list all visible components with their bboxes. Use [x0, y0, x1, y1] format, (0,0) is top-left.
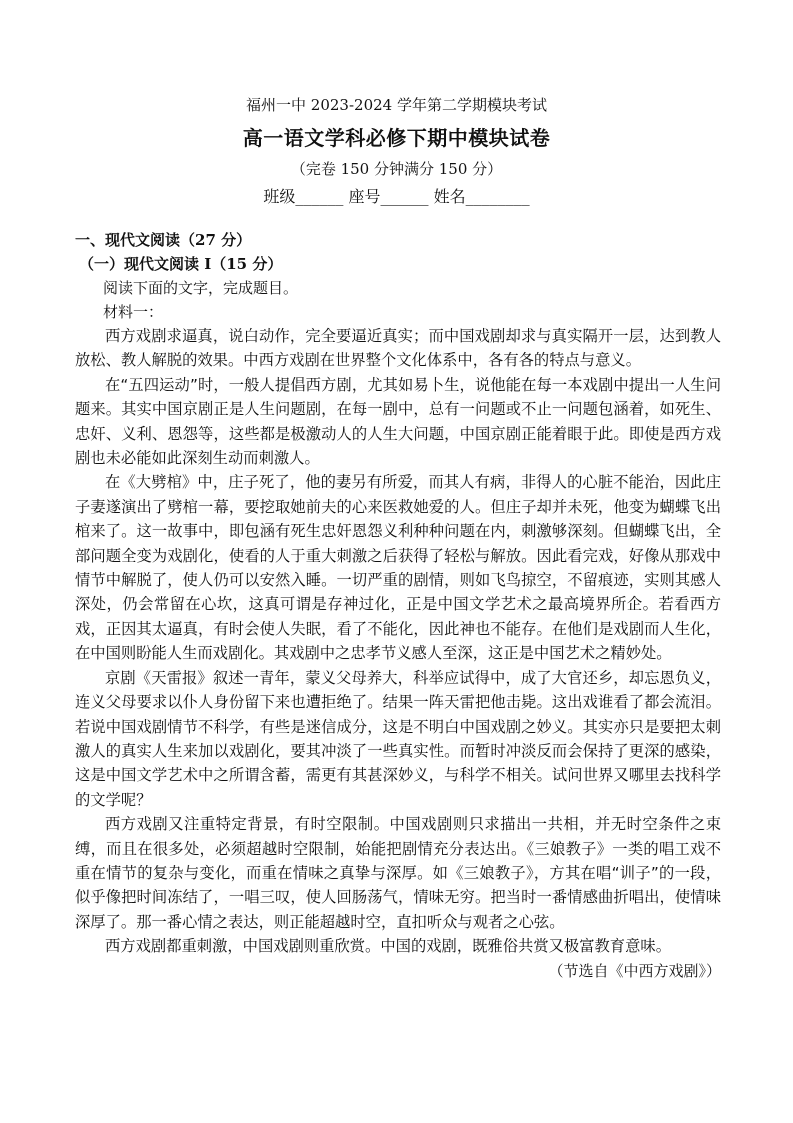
reading-instruction: 阅读下面的文字，完成题目。	[103, 279, 299, 297]
paragraph-4: 京剧《天雷报》叙述一青年，蒙义父母养大，科举应试得中，成了大官还乡，却忘恩负义，连义父母要求以仆人身份留下来也遭拒绝了。结果一阵天雷把他击毙。这出戏谁看了都会流泪。若说中国戏剧情节不科学，有些是迷信成分，这是不明白中国戏剧之妙义。其实亦只是要把太刺激人的真实人生来加以戏剧化，要其冲淡了一些真实性。而暂时冲淡反而会保持了更深的感染，这是中国文学艺术中之所谓含蓄，需更有其甚深妙义，与科学不相关。试问世界又哪里去找科学的文学呢？	[75, 668, 721, 809]
paragraph-6: 西方戏剧都重刺激，中国戏剧则重欣赏。中国的戏剧，既雅俗共赏又极富教育意味。	[105, 937, 671, 956]
source-citation: （节选自《中西方戏剧》）	[548, 961, 721, 980]
material-label: 材料一：	[103, 303, 164, 321]
exam-info: （完卷 150 分钟满分 150 分）	[290, 160, 503, 178]
exam-title: 高一语文学科必修下期中模块试卷	[242, 126, 551, 150]
paragraph-2: 在“五四运动”时，一般人提倡西方剧，尤其如易卜生，说他能在每一本戏剧中提出一人生问题来。其实中国京剧正是人生问题剧，在每一剧中，总有一问题或不止一问题包涵着，如死生、忠奸、义利、恩怨等，这些都是极激动人的人生大问题，中国京剧正能着眼于此。即使是西方戏剧也未必能如此深刻生动而刺激人。	[75, 375, 721, 468]
paragraph-1: 西方戏剧求逼真，说白动作，完全要逼近真实；而中国戏剧却求与真实隔开一层，达到教人放松、教人解脱的效果。中西方戏剧在世界整个文化体系中，各有各的特点与意义。	[75, 327, 721, 370]
exam-header	[0, 94, 793, 210]
paragraph-5: 西方戏剧又注重特定背景，有时空限制。中国戏剧则只求描出一共相，并无时空条件之束缚，而且在很多处，必须超越时空限制，始能把剧情充分表达出。《三娘教子》一类的唱工戏不重在情节的复杂与变化，而重在情味之真挚与深厚。如《三娘教子》，方其在唱“训子”的一段，似乎像把时间冻结了，一唱三叹，使人回肠荡气，情味无穷。把当时一番情感曲折唱出，使情味深厚了。那一番心情之表达，则正能超越时空，直扣听众与观者之心弦。	[75, 815, 721, 931]
paragraph-3: 在《大劈棺》中，庄子死了，他的妻另有所爱，而其人有病，非得人的心脏不能治，因此庄子妻遂演出了劈棺一幕，要挖取她前夫的心来医救她爱的人。但庄子却并未死，他变为蝴蝶飞出棺来了。这一故事中，即包涵有死生忠奸恩怨义利种种问题在内，刺激够深刻。但蝴蝶飞出，全部问题全变为戏剧化，使看的人于重大刺激之后获得了轻松与解放。因此看完戏，好像从那戏中情节中解脱了，使人仍可以安然入睡。一切严重的剧情，则如飞鸟掠空，不留痕迹，实则其感人深处，仍会常留在心坎，这真可谓是存神过化，正是中国文学艺术之最高境界所企。若看西方戏，正因其太逼真，有时会使人失眠，看了不能化，因此神也不能存。在他们是戏剧而人生化，在中国则盼能人生而戏剧化。其戏剧中之忠孝节义感人至深，这正是中国艺术之精妙处。	[75, 473, 721, 663]
student-info-fields: 班级______ 座号______ 姓名________	[263, 187, 530, 206]
exam-content	[75, 228, 721, 983]
subsection-title: （一）现代文阅读 I（15 分）	[79, 255, 283, 273]
section-title: 一、现代文阅读（27 分）	[75, 231, 252, 249]
school-exam-line: 福州一中 2023-2024 学年第二学期模块考试	[246, 96, 547, 114]
